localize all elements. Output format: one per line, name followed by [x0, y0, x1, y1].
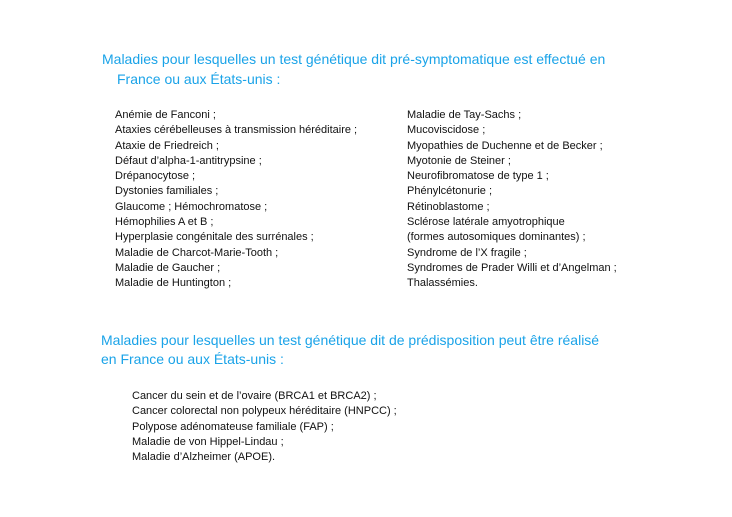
list-item: Maladie d’Alzheimer (APOE). [132, 451, 276, 464]
list-item: Cancer colorectal non polypeux héréditaire (HNPCC) ; [132, 405, 397, 418]
list-item: Polypose adénomateuse familiale (FAP) ; [132, 420, 334, 433]
predisposition-list [132, 389, 397, 465]
section1-heading-line1: Maladies pour lesquelles un test génétique dit pré-symptomatique est effectué en [102, 51, 606, 67]
list-item: Myotonie de Steiner ; [407, 154, 511, 167]
list-item: Maladie de Gaucher ; [115, 261, 221, 274]
list-item: Hémophilies A et B ; [115, 216, 214, 229]
list-item: Neurofibromatose de type 1 ; [407, 170, 549, 183]
list-item: Glaucome ; Hémochromatose ; [115, 200, 268, 213]
list-item: Phénylcétonurie ; [407, 185, 492, 198]
presymptomatic-list-left [115, 108, 357, 292]
list-item: Défaut d’alpha-1-antitrypsine ; [115, 154, 262, 167]
list-item: Maladie de Huntington ; [115, 277, 232, 290]
list-item: Dystonies familiales ; [115, 185, 219, 198]
list-item: Ataxies cérébelleuses à transmission héréditaire ; [115, 124, 358, 137]
list-item: Drépanocytose ; [115, 170, 196, 183]
list-item: Rétinoblastome ; [407, 200, 490, 213]
list-item: Cancer du sein et de l’ovaire (BRCA1 et BRCA2) ; [132, 390, 377, 402]
list-item: Anémie de Fanconi ; [115, 109, 216, 121]
section1-heading-line2: France ou aux États-unis : [117, 71, 281, 87]
section2-heading-line2: en France ou aux États-unis : [101, 351, 284, 367]
list-item: Ataxie de Friedreich ; [115, 139, 219, 152]
list-item: Syndrome de l’X fragile ; [407, 246, 527, 259]
list-item: Maladie de von Hippel-Lindau ; [132, 435, 284, 448]
list-item: Maladie de Charcot-Marie-Tooth ; [115, 246, 279, 259]
list-item: Hyperplasie congénitale des surrénales ; [115, 231, 314, 244]
list-item: (formes autosomiques dominantes) ; [407, 231, 586, 244]
list-item: Thalassémies. [407, 277, 478, 290]
list-item: Maladie de Tay-Sachs ; [407, 109, 522, 121]
section2-heading-line1: Maladies pour lesquelles un test génétique dit de prédisposition peut être réalisé [101, 332, 600, 348]
list-item: Mucoviscidose ; [407, 124, 486, 137]
list-item: Sclérose latérale amyotrophique [407, 216, 565, 229]
presymptomatic-list-right [407, 108, 617, 292]
list-item: Syndromes de Prader Willi et d’Angelman ; [407, 261, 617, 274]
list-item: Myopathies de Duchenne et de Becker ; [407, 139, 603, 152]
